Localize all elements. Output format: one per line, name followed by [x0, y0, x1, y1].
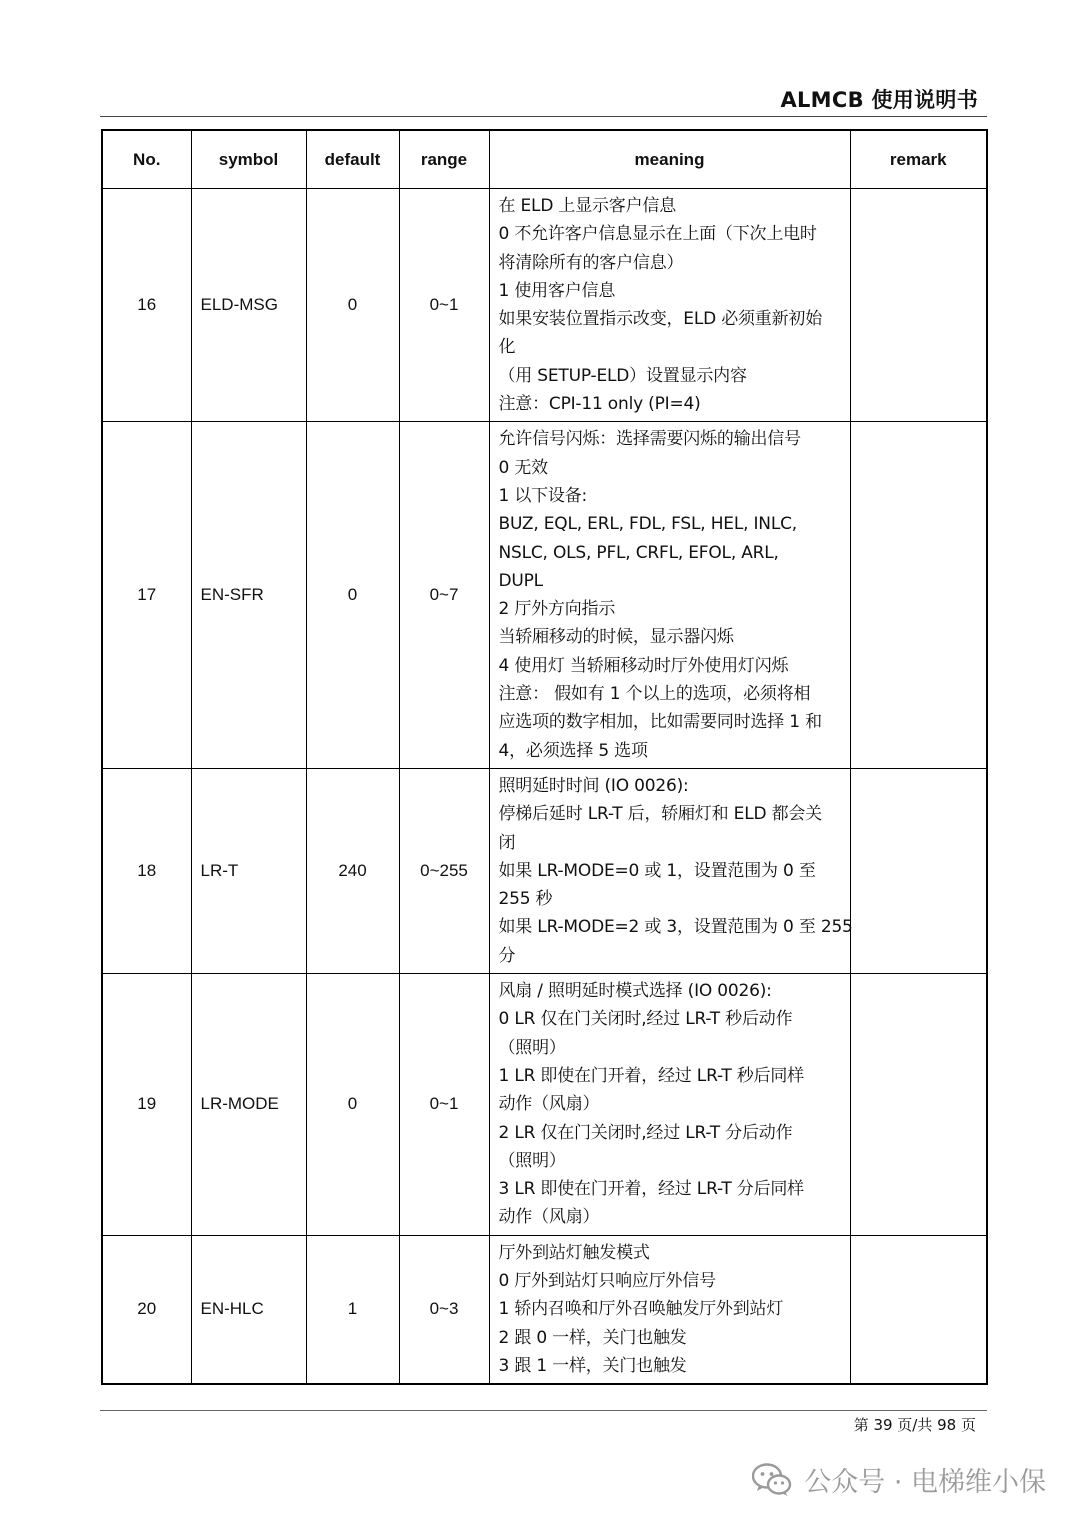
meaning-line: 照明延时时间 (IO 0026):	[498, 775, 689, 796]
meaning-line: 2 LR 仅在门关闭时,经过 LR-T 分后动作	[498, 1122, 793, 1143]
meaning-line: DUPL	[498, 570, 543, 591]
meaning-line: 0 不允许客户信息显示在上面（下次上电时	[498, 224, 817, 245]
cell-symbol: ELD-MSG	[191, 189, 306, 422]
meaning-line: 4 使用灯 当轿厢移动时厅外使用灯闪烁	[498, 655, 789, 676]
meaning-line: 将清除所有的客户信息）	[498, 252, 684, 273]
meaning-line: （照明）	[498, 1037, 566, 1058]
column-header-symbol: symbol	[191, 130, 306, 189]
page-number: 第 39 页/共 98 页	[853, 1416, 976, 1434]
cell-meaning	[489, 768, 853, 973]
meaning-line: 2 跟 0 一样，关门也触发	[498, 1327, 687, 1348]
meaning-line: 如果 LR-MODE=2 或 3，设置范围为 0 至 255	[498, 917, 853, 938]
meaning-line: 厅外到站灯触发模式	[498, 1242, 650, 1263]
table-row	[102, 422, 987, 769]
meaning-line: 1 轿内召唤和厅外召唤触发厅外到站灯	[498, 1299, 784, 1320]
cell-symbol: EN-SFR	[191, 422, 306, 769]
meaning-line: 如果 LR-MODE=0 或 1，设置范围为 0 至	[498, 860, 816, 881]
table-header-row	[102, 130, 987, 189]
cell-range: 0~7	[399, 422, 489, 769]
cell-remark	[850, 768, 987, 973]
meaning-line: 2 厅外方向指示	[498, 599, 616, 620]
cell-no: 16	[102, 189, 191, 422]
column-header-no: No.	[102, 130, 191, 189]
cell-symbol: LR-MODE	[191, 974, 306, 1236]
watermark	[752, 1460, 1046, 1499]
cell-default: 1	[306, 1235, 399, 1384]
column-header-remark: remark	[850, 130, 987, 189]
cell-default: 240	[306, 768, 399, 973]
meaning-line: 当轿厢移动的时候，显示器闪烁	[498, 627, 734, 648]
meaning-line: 注意： 假如有 1 个以上的选项，必须将相	[498, 684, 811, 705]
cell-range: 0~1	[399, 974, 489, 1236]
header-divider	[100, 116, 987, 117]
wechat-icon	[752, 1463, 792, 1497]
parameter-table	[101, 129, 988, 1385]
document-title: ALMCB 使用说明书	[780, 88, 978, 112]
meaning-line: 分	[498, 945, 516, 966]
footer-divider	[100, 1410, 987, 1411]
table-row	[102, 974, 987, 1236]
column-header-range: range	[399, 130, 489, 189]
meaning-line: 4，必须选择 5 选项	[498, 740, 648, 761]
cell-no: 19	[102, 974, 191, 1236]
meaning-line: 动作（风扇）	[498, 1094, 600, 1115]
cell-default: 0	[306, 422, 399, 769]
meaning-line: BUZ, EQL, ERL, FDL, FSL, HEL, INLC,	[498, 514, 797, 535]
meaning-line: 1 以下设备:	[498, 485, 588, 506]
meaning-line: 1 使用客户信息	[498, 280, 616, 301]
meaning-line: （用 SETUP-ELD）设置显示内容	[498, 365, 747, 386]
table-row	[102, 189, 987, 422]
cell-range: 0~3	[399, 1235, 489, 1384]
cell-default: 0	[306, 974, 399, 1236]
meaning-line: 在 ELD 上显示客户信息	[498, 196, 677, 216]
meaning-line: 注意：CPI-11 only (PI=4)	[498, 394, 701, 415]
meaning-line: 0 LR 仅在门关闭时,经过 LR-T 秒后动作	[498, 1009, 793, 1030]
meaning-line: 如果安装位置指示改变，ELD 必须重新初始	[498, 309, 823, 330]
column-header-default: default	[306, 130, 399, 189]
cell-meaning	[489, 974, 850, 1236]
cell-remark	[850, 422, 987, 769]
meaning-line: （照明）	[498, 1150, 566, 1171]
meaning-line: 3 跟 1 一样，关门也触发	[498, 1355, 687, 1376]
meaning-line: 0 无效	[498, 457, 548, 478]
cell-remark	[850, 1235, 987, 1384]
meaning-line: 255 秒	[498, 889, 553, 910]
meaning-line: 风扇 / 照明延时模式选择 (IO 0026):	[498, 981, 772, 1002]
meaning-line: 化	[498, 337, 516, 358]
cell-meaning	[489, 1235, 850, 1384]
meaning-line: 停梯后延时 LR-T 后，轿厢灯和 ELD 都会关	[498, 804, 822, 825]
cell-meaning	[489, 189, 850, 422]
cell-no: 17	[102, 422, 191, 769]
table-row	[102, 768, 987, 973]
meaning-line: NSLC, OLS, PFL, CRFL, EFOL, ARL,	[498, 542, 779, 563]
cell-range: 0~1	[399, 189, 489, 422]
meaning-line: 允许信号闪烁：选择需要闪烁的输出信号	[498, 429, 801, 450]
watermark-text: 公众号 · 电梯维小保	[804, 1467, 1046, 1498]
cell-remark	[850, 189, 987, 422]
cell-no: 18	[102, 768, 191, 973]
table-row	[102, 1235, 987, 1384]
cell-meaning	[489, 422, 850, 769]
meaning-line: 0 厅外到站灯只响应厅外信号	[498, 1270, 716, 1291]
meaning-line: 动作（风扇）	[498, 1207, 600, 1228]
cell-range: 0~255	[399, 768, 489, 973]
meaning-line: 1 LR 即使在门开着，经过 LR-T 秒后同样	[498, 1065, 804, 1086]
column-header-meaning: meaning	[489, 130, 850, 189]
cell-no: 20	[102, 1235, 191, 1384]
meaning-line: 3 LR 即使在门开着，经过 LR-T 分后同样	[498, 1179, 804, 1200]
meaning-line: 闭	[498, 832, 516, 853]
cell-remark	[850, 974, 987, 1236]
cell-symbol: EN-HLC	[191, 1235, 306, 1384]
cell-symbol: LR-T	[191, 768, 306, 973]
meaning-line: 应选项的数字相加，比如需要同时选择 1 和	[498, 712, 822, 733]
cell-default: 0	[306, 189, 399, 422]
